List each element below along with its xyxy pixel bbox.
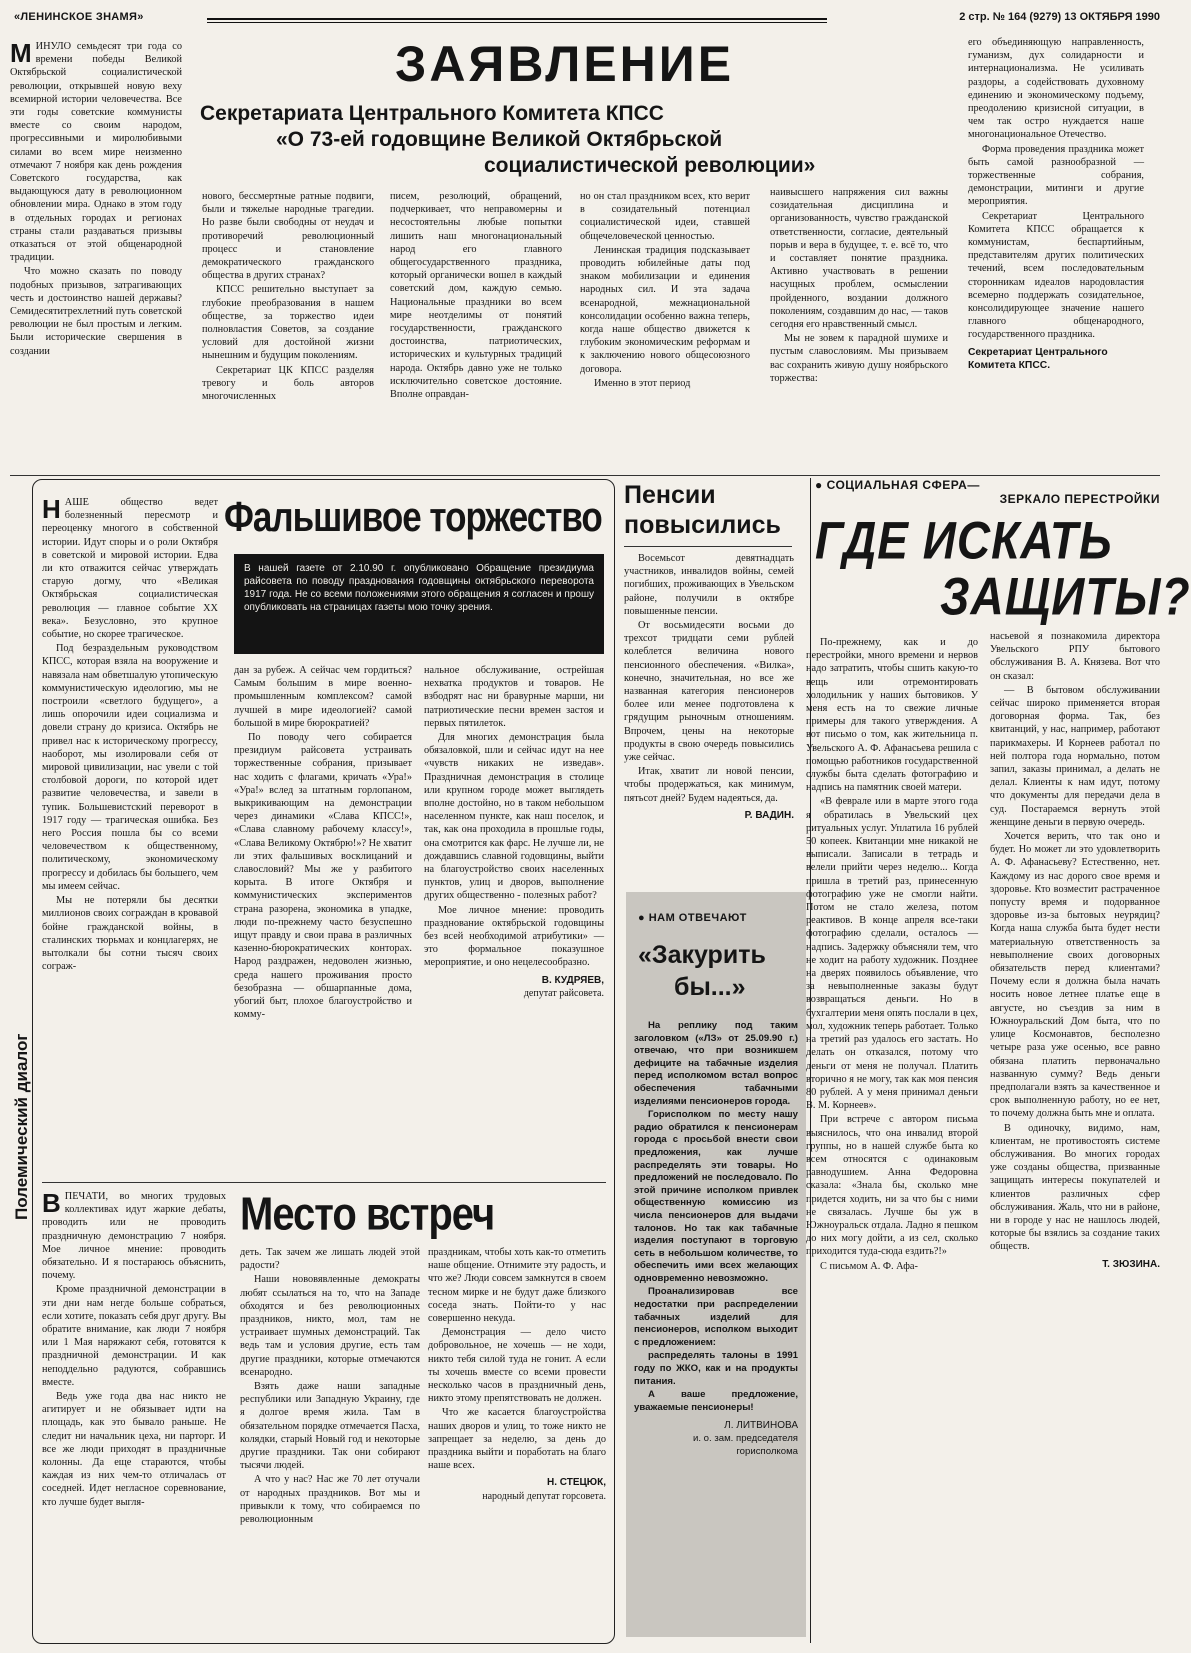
protection-text: С письмом А. Ф. Афа- <box>820 1260 918 1272</box>
statement-text: Именно в этот период <box>594 377 691 389</box>
smoke-text: Горисполком по месту нашу радио обратился к пенсионерам города с просьбой внести свои предложения, как лучше распределять эти товары. Но предложений не последовало. По этой причине исполком привлек общественную комиссию из числа пенсионеров для выдачи талонов. Но так как табачные изделия поступают в торговую сеть в небольшом количестве, то обеспечить ими всех желающих одновременно невозможно. <box>634 1109 798 1284</box>
smoke-text: распределять талоны в 1991 году по ЖКО, как и на продукты питания. <box>634 1350 798 1387</box>
polemic-divider <box>42 1182 606 1183</box>
statement-text: писем, резолюций, обращений, подчеркивает, что неправомерны и несостоятельны любые попытки лишить наш многонациональный народ его главного общегосударственного праздника, который органически вошел в каждый советский дом, каждую семью. Национальные праздники во всем мире неотделимы от понятий государственности, гражданского достоинства, патриотических, исторических и культурных традиций народа. Октябрь давно уже не только исключительно советское достояние. Вполне оправдан- <box>390 191 562 401</box>
false-text: АШЕ общество ведет болезненный пересмотр и переоценку многого в собственной истории. Идут споры и о роли Октября в советской и мировой истории. Едва ли кто отважится сейчас утверждать старую догму, что «Великая Октябрьская социалистическая революция — главное событие XX века». Безусловно, это крупное событие, но скорее трагическое. <box>42 497 218 641</box>
statement-signature: Секретариат Центрального Комитета КПСС. <box>968 346 1108 371</box>
smoke-box <box>626 892 806 1637</box>
pensions-title-1: Пенсии <box>624 481 716 509</box>
protection-col-2 <box>990 630 1160 1644</box>
false-col-3 <box>424 664 604 1180</box>
meeting-dropcap: В <box>42 1188 61 1218</box>
protection-text: При встрече с автором письма выяснилось, что она инвалид второй группы, но в нашей службе быта ко всем относятся с одинаковым равнодушием. Анна Федоровна сказала: «Знала бы, сколько мне придется ходить, ни за что бы с ними не связалась. Лучше бы уж в Южноуральск отдала. Ладно я пешком до них могу дойти, а из сел, сколько приходится туда-сюда ездить?!» <box>806 1114 978 1258</box>
protection-title-1: ГДЕ ИСКАТЬ <box>815 510 1113 570</box>
false-text: нальное обслуживание, острейшая нехватка продуктов и товаров. Не взбодрят нас ни бравурные марши, ни патриотические песни времен застоя и первых пятилеток. <box>424 665 604 729</box>
false-title: Фальшивое торжество <box>224 494 602 541</box>
statement-dropcap: М <box>10 38 32 68</box>
meeting-signature: Н. СТЕЦЮК, <box>546 1477 606 1489</box>
statement-title: ЗАЯВЛЕНИЕ <box>395 36 735 92</box>
smoke-signature: Л. ЛИТВИНОВА <box>724 1420 798 1432</box>
section-divider <box>10 475 1160 476</box>
statement-text: КПСС решительно выступает за глубокие преобразования в нашем обществе, за торжество идеи полновластия Советов, за создание условий для достойной жизни нынешним и будущим поколениям. <box>202 284 374 362</box>
false-text: Мое личное мнение: проводить празднование октябрьской годовщины без всей необходимой атрибутики» — это формальное показушное мероприятие, и оно нецелесообразно. <box>424 904 604 969</box>
false-col-2 <box>234 664 412 1180</box>
false-text: дан за рубеж. А сейчас чем гордиться? Самым большим в мире военно-промышленным комплексом? самой лучшей в мире идеологией? самой большой в мире бюрократией? <box>234 665 412 729</box>
pensions-rule <box>624 546 792 547</box>
statement-text: ИНУЛО семьдесят три года со времени победы Великой Октябрьской социалистической революции, открывшей новую веху всемирной истории человечества. Все эти годы советские коммунисты вместе со своим народом, прогрессивными и миролюбивыми силами во всем мире неизменно отмечают 7 ноября как день рождения Советского государства, как выдающуюся дату в революционном обновлении мира. Однако в этом году в отдельных городах и регионах страны стали раздаваться призывы отказаться от этой общенародной традиции. <box>10 41 182 264</box>
false-text: Под безраздельным руководством КПСС, которая взяла на вооружение и навязала нам обветшалую утопическую коммунистическую идеологию, мы не построили «светлого будущего», а лишь опорочили идеи социализма и довели страну до кризиса. Октябрь не привел нас к историческому прогрессу, наоборот, мы изолировали себя от мировой цивилизации, нас увели с той столбовой дороги, по которой идет развитие человечества, и завели в тупик. Большевистский переворот в 1917 году — трагическая ошибка. Без него Россия пошла бы со всеми человечеством к общественному, политическому, экономическому прогрессу и добилась бы большего, чем мы имеем сейчас. <box>42 643 218 892</box>
meeting-text: деть. Так зачем же лишать людей этой радости? <box>240 1247 420 1272</box>
statement-subtitle-2: «О 73-ей годовщине Великой Октябрьской <box>276 128 723 151</box>
smoke-text: Проанализировав все недостатки при распределении табачных изделий для пенсионеров, исполком выходит с предложением: <box>634 1286 798 1348</box>
meeting-text: Демонстрация — дело чисто добровольное, не хочешь — не ходи, никто тебя силой туда не гонит. А если ты хочешь вместе со всеми провести несколько часов в праздничный день, никто этому препятствовать не должен. <box>428 1327 606 1405</box>
meeting-col-3 <box>428 1246 606 1636</box>
statement-text: наивысшего напряжения сил важны созидательная дисциплина и организованность, чувство гражданской ответственности, согласие, деятельный порыв и вера в будущее, т. е. всё то, что и составляет понятие праздника. Активно участвовать в решении насущных проблем, осмыслении пройденного, воздании должного поколениям, создавшим до нас, — таков сегодня его нравственный смысл. <box>770 187 948 331</box>
statement-text: Мы не зовем к парадной шумихе и пустым славословиям. Мы призываем вас сохранить живую душу ноябрьского торжества: <box>770 333 948 384</box>
statement-subtitle-1: Секретариата Центрального Комитета КПСС <box>200 102 664 125</box>
pensions-text: Итак, хватит ли новой пенсии, чтобы продержаться, как минимум, пятьсот дней? Будем надеяться, да. <box>624 766 794 804</box>
meeting-col-2 <box>240 1246 420 1636</box>
meeting-text: ПЕЧАТИ, во многих трудовых коллективах идут жаркие дебаты, проводить или не проводить праздничную демонстрацию 7 ноября. Мое личное мнение: проводить обязательно. И я постараюсь объяснить, почему. <box>42 1191 226 1282</box>
statement-text: Ленинская традиция подсказывает проводить юбилейные даты под знаком мобилизации и единения народных сил. И эта задача всенародной, межнациональной консолидации особенно важна теперь, когда наше общество движется к глубоким экономическим реформам и к заключению нового общесоюзного договора. <box>580 244 750 375</box>
protection-col-1 <box>806 636 978 1644</box>
protection-kicker-1: ● СОЦИАЛЬНАЯ СФЕРА— <box>815 478 980 492</box>
pensions-signature: Р. ВАДИН. <box>744 809 794 821</box>
false-text: Для многих демонстрация была обязаловкой, шли и сейчас идут на нее «чувств никаких не изведав». Праздничная демонстрация в столице или крупном городе может выглядеть вполне достойно, но в таком небольшом населенном пункте, как наш поселок, и так, как она проходила в прошлые годы, она смотрится как фарс. Не лучше ли, не дождавшись славной годовщины, выйти на благоустройство своих населенных пунктов, улиц и дворов, выполнение других общественно - полезных работ? <box>424 732 604 902</box>
smoke-title-2: бы...» <box>674 973 746 1001</box>
smoke-kicker: ● НАМ ОТВЕЧАЮТ <box>638 912 747 924</box>
protection-signature: Т. ЗЮЗИНА. <box>1102 1258 1160 1270</box>
protection-text: «В феврале или в марте этого года я обратилась в Увельский цех ритуальных услуг. Уплатила 16 рублей 50 копеек. Квитанции мне никакой не выписали. Записали в тетрадь и велели прийти через неделю... Когда пришла в третий раз, принесенную фотографию уже не смогли найти. Потом не стало железа, потом реактивов. В конце апреля все-таки фотографию сделали, осталось — надпись. Задержку объясняли тем, что не ходит на работу художник. Позднее на дверях появилось объявление, что за невыполненные заказы будут возвращаться деньги. Но в бухгалтерии меня опять послали в цех, мол, художник теперь работает. Только на третий раз удалось его застать. Но делать он отказался, потому что деньги от меня не получал. Платить вторично я не могу, так как моя пенсия 80 рублей. А у меня принимал деньги В. М. Корнеев». <box>806 796 978 1112</box>
meeting-text: Кроме праздничной демонстрации в эти дни нам негде больше собраться, если хотите, показать себя друг другу. Вы обратите внимание, как люди 7 ноября или 1 Мая наряжают себя, готовятся к праздничной демонстрации. И как неподдельно радуются, собравшись вместе. <box>42 1284 226 1388</box>
masthead-rule <box>207 18 827 20</box>
protection-text: насьевой я познакомила директора Увельского РПУ бытового обслуживания В. А. Князева. Вот что он сказал: <box>990 631 1160 682</box>
false-text: Мы не потеряли бы десятки миллионов своих сограждан в кровавой бойне гражданской войны, в сталинских тюрьмах и концлагерях, не вытолкали бы сотни тысяч своих сограж- <box>42 895 218 973</box>
smoke-text: На реплику под таким заголовком («ЛЗ» от 25.09.90 г.) отвечаю, что при возникшем дефиците на табачные изделия перед исполкомом встал вопрос обеспечения табачными изделиями пенсионеров города. <box>634 1020 798 1107</box>
meeting-signature-sub: народный депутат горсовета. <box>482 1490 606 1502</box>
statement-text: нового, бессмертные ратные подвиги, были и тяжелые народные трагедии. Но разве были свободны от неудач и противоречий революционный процесс и становление демократического гражданского общества в других странах? <box>202 191 374 282</box>
false-text: По поводу чего собирается президиум райсовета устраивать торжественные собрания, призывает нас ходить с флагами, кричать «Ура!» «Ура!» вслед за штатным горлопаном, выкрикивающим на демонстрации через динамики «Слава КПСС!», «Слава славному рабочему классу!», «Слава Великому Октябрю!»? Не хватит ли этих фальшивых восклицаний и славословий? Мы же у разбитого корыта. В итоге Октября и коммунистических экспериментов страна разорена, экономика в упадке, люди по-прежнему часто безуспешно ищут правду и свои права в различных казенно-бюрократических конторах. Народ раздражен, недоволен жизнью, среда нашего проживания просто безобразна — обшарпанные дома, убогий быт, плохое благоустройство и комму- <box>234 732 412 1021</box>
protection-text: Хочется верить, что так оно и будет. Но может ли это удовлетворить А. Ф. Афанасьеву? Естественно, нет. Каждому из нас дорого свое время и здоровье. Кто возместит растраченное попусту время и подорванное здоровье из-за бытовых неурядиц? Когда наша служба быта будет нести материальную ответственность за невыполнение своих договорных обязательств перед клиентами? Почему если я должна была начать носить новое летнее платье еще в августе, но съездив за ним в Южноуральский Дом быта, что по улице Космонавтов, бесполезно четыре раза уже осенью, все равно обязана платить первоначально названную сумму? Ведь деньги предполагали взять за качественное и срок выполненную работу, но ее нет, то почему должна быть мне и оплата. <box>990 831 1160 1120</box>
meeting-text: А что у нас? Нас же 70 лет отучали от народных праздников. Вот мы и привыкли к тому, что собираемся по революционным <box>240 1474 420 1526</box>
issue-info: 2 стр. № 164 (9279) 13 ОКТЯБРЯ 1990 <box>959 11 1160 23</box>
smoke-signature-sub: и. о. зам. председателя горисполкома <box>692 1433 798 1457</box>
sidebar-label: Полемический диалог <box>12 1033 31 1220</box>
meeting-text: Взять даже наши западные республики или Западную Украину, где я долгое время жила. Там в обязательном порядке отмечается Пасха, колядки, старый Новый год и некоторые другие праздники. Так они собирают тысячи людей. <box>240 1381 420 1472</box>
pensions-text: От восьмидесяти восьми до трехсот тридцати семи рублей колеблется величина нового пенсионного обеспечения. «Вилка», конечно, значительная, но все же названная категория пенсионеров более или менее подготовлена к грядущим рыночным отношениям. Впрочем, цены на некоторые продукты в свою очередь повысились уже сейчас. <box>624 620 794 764</box>
false-dropcap: Н <box>42 494 61 524</box>
statement-text: его объединяющую направленность, гуманизм, дух солидарности и интернационализма. Не усиливать раздоры, а содействовать духовному единению и экономическому подъему, преодолению кризисной ситуации, в чем так остро нуждается наше многонациональное Отечество. <box>968 37 1144 141</box>
protection-text: По-прежнему, как и до перестройки, много времени и нервов надо затратить, чтобы сшить какую-то вещь или отремонтировать холодильник у наших бытовиков. У меня есть на то свежие личные примеры для такого утверждения. А вот письмо о том, как жительница п. Увельского А. Ф. Афанасьева решила с помощью работников государственной службы быта сделать фотографию и надпись на памятник своей матери. <box>806 637 978 794</box>
statement-col-6 <box>968 36 1144 470</box>
meeting-text: праздникам, чтобы хоть как-то отметить наше общение. Отнимите эту радость, и что же? Люди совсем замкнутся в своем тесном мирке и не будут даже близкого соседа знать. Пойти-то у нас совершенно некуда. <box>428 1247 606 1325</box>
protection-text: — В бытовом обслуживании сейчас широко применяется вторая договорная форма. Так, без квитанций, у нас, например, работают парикмахеры. И Корнеев работал по ней полтора года нормально, потом запил, заказы принимал, а делать не делал. Клиенты к нам идут, потому что документы для передачи дела в суд. Постараемся вернуть этой женщине деньги в первую очередь. <box>990 684 1160 828</box>
statement-text: Секретариат ЦК КПСС разделяя тревогу и боль авторов многочисленных <box>202 364 374 403</box>
meeting-text: Ведь уже года два нас никто не агитирует и не обязывает идти на площадь, как это бывало раньше. Не следит ни начальник цеха, ни парторг. И все же люди приходят в праздничные колонны. Да еще стараются, чтобы каждая из них чем-то отличалась от соседней. Идет негласное соревнование, кто лучше будет выгля- <box>42 1391 226 1508</box>
smoke-title-1: «Закурить <box>638 941 766 969</box>
smoke-text: А ваше предложение, уважаемые пенсионеры! <box>634 1389 798 1413</box>
pensions-text: Восемьсот девятнадцать участников, инвалидов войны, семей погибших, проживающих в Увельском районе, получили в октябре повышенные пенсии. <box>624 553 794 617</box>
protection-text: В одиночку, видимо, нам, клиентам, не противостоять системе обслуживания. Во многих городах уже созданы общества, призванные защищать интересы покупателей и клиентов различных сфер обслуживания. Жаль, что ни в районе, ни в городе у нас не нашлось людей, которые бы взялись за создание таких обществ. <box>990 1122 1160 1253</box>
false-intro-box: В нашей газете от 2.10.90 г. опубликовано Обращение президиума райсовета по поводу празднования годовщины октябрьского переворота 1917 года. Не со всеми положениями этого обращения я согласен и прошу опубликовать на страницах газеты мою точку зрения. <box>234 554 604 654</box>
statement-col-1 <box>10 40 182 470</box>
statement-text: Форма проведения праздника может быть самой разнообразной — торжественные собрания, демонстрации, митинги и другие мероприятия. <box>968 143 1144 208</box>
pensions-body <box>624 552 794 882</box>
meeting-title: Место встреч <box>240 1189 495 1240</box>
statement-text: Секретариат Центрального Комитета КПСС обращается к коммунистам, беспартийным, представителям других политических течений, всем последовательным сторонникам идеалов народовластия всемерно поддержать созидательное, консолидирующее значение нашего главного общенародного, государственного праздника. <box>968 210 1144 341</box>
protection-title-2: ЗАЩИТЫ? <box>940 566 1191 626</box>
meeting-text: Наши нововявленные демократы любят ссылаться на то, что на Западе обходятся и без революционных праздников, никто, мол, там не устраивает шумных демонстраций. Так ведь там и условия другие, есть там другие праздники, которые отмечаются всенародно. <box>240 1274 420 1378</box>
meeting-col-1 <box>42 1190 226 1636</box>
statement-col-3 <box>390 190 562 470</box>
masthead-rule-thin <box>207 22 827 23</box>
statement-col-2 <box>202 190 374 470</box>
statement-text: но он стал праздником всех, кто верит в созидательный потенциал социалистической идеи, ставшей общечеловеческой ценностью. <box>580 191 750 242</box>
paper-name: «ЛЕНИНСКОЕ ЗНАМЯ» <box>14 11 144 23</box>
false-col-1 <box>42 496 218 1176</box>
statement-col-5 <box>770 186 948 470</box>
statement-text: Что можно сказать по поводу подобных призывов, затрагивающих честь и достоинство нашей державы? Семидесятитрехлетний путь советской революции не был простым и легким. Были исторические свершения в создании <box>10 266 182 357</box>
smoke-body <box>634 1020 798 1630</box>
meeting-text: Что же касается благоустройства наших дворов и улиц, то тоже никто не запрещает за неделю, за день до праздника выйти и поработать на благо наше всех. <box>428 1407 606 1472</box>
protection-kicker-2: ЗЕРКАЛО ПЕРЕСТРОЙКИ <box>999 492 1160 506</box>
false-signature-sub: депутат райсовета. <box>523 987 604 999</box>
false-signature: В. КУДРЯЕВ, <box>541 974 604 986</box>
statement-col-4 <box>580 190 750 470</box>
pensions-title-2: повысились <box>624 511 781 539</box>
statement-subtitle-3: социалистической революции» <box>484 154 816 177</box>
